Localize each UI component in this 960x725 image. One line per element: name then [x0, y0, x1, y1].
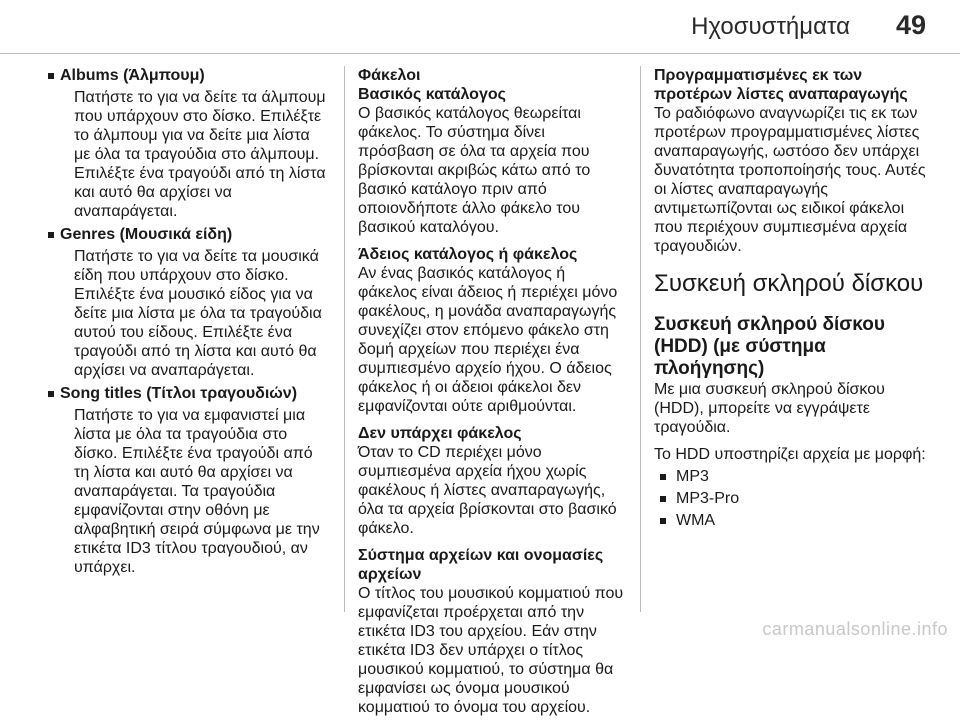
- formats-intro: Το HDD υποστηρίζει αρχεία με μορφή:: [654, 446, 926, 463]
- block-heading: Άδειος κατάλογος ή φάκελος: [358, 246, 578, 263]
- block-heading: Προγραμματισμένες εκ των προτέρων λίστες αναπαραγωγής: [654, 67, 908, 103]
- block-text: Ο βασικός κατάλογος θεωρείται φάκελος. Το σύστημα δίνει πρόσβαση σε όλα τα αρχεία που βρίσκονται ακριβώς κάτω από το βασικό κατάλογο πριν από οποιονδήποτε άλλο φάκελο του βασικού καταλόγου.: [358, 105, 591, 236]
- block-heading: Δεν υπάρχει φάκελος: [358, 425, 522, 442]
- text-block: [358, 85, 624, 237]
- header-title: Ηχοσυστήματα: [691, 13, 850, 40]
- column-3: [654, 66, 926, 532]
- item-body: Πατήστε το για να δείτε τα άλμπουμ που υπάρχουν στο δίσκο. Επιλέξτε το άλμπουμ για να δείτε μια λίστα με όλα τα τραγούδια στο άλμπουμ. Επιλέξτε ένα τραγούδι από τη λίστα και αυτό θα αρχίσει να αναπαράγεται.: [74, 89, 326, 220]
- page-number: 49: [895, 10, 926, 40]
- column-divider: [344, 66, 345, 612]
- column-2: [358, 66, 624, 725]
- block-text: Όταν το CD περιέχει μόνο συμπιεσμένα αρχεία ήχου χωρίς φακέλους ή λίστες αναπαραγωγής, όλα τα αρχεία βρίσκονται στο βασικό φάκελο.: [358, 444, 617, 537]
- list-item: [60, 225, 328, 380]
- item-body: Πατήστε το για να δείτε τα μουσικά είδη που υπάρχουν στο δίσκο. Επιλέξτε ένα μουσικό είδος για να δείτε μια λίστα με όλα τα τραγούδια αυτού του είδους. Επιλέξτε ένα τραγούδι από τη λίστα και αυτό θα αρχίσει να αναπαράγεται.: [74, 248, 322, 379]
- list-item: MP3: [654, 466, 926, 488]
- text-block: [358, 245, 624, 416]
- block-text: Ο τίτλος του μουσικού κομματιού που εμφανίζεται προέρχεται από την ετικέτα ID3 του αρχείου. Εάν στην ετικέτα ID3 δεν υπάρχει ο τίτλος μουσικού κομματιού, το σύστημα θα εμφανίσει ως όνομα μουσικού κομματιού το όνομα του αρχείου.: [358, 585, 624, 716]
- list-item: MP3-Pro: [654, 488, 926, 510]
- section-heading: Φάκελοι: [358, 67, 421, 84]
- watermark: carmanualsonline.info: [762, 619, 948, 639]
- item-body: Πατήστε το για να εμφανιστεί μια λίστα με όλα τα τραγούδια στο δίσκο. Επιλέξτε ένα τραγούδι από τη λίστα και αυτό θα αρχίσει να αναπαράγεται. Τα τραγούδια εμφανίζονται στην οθόνη με αλφαβητική σειρά σύμφωνα με την ετικέτα ID3 τίτλου τραγουδιού, αν υπάρχει.: [74, 407, 320, 576]
- list-item: [60, 384, 328, 577]
- block-heading: Βασικός κατάλογος: [358, 86, 506, 103]
- item-title: Genres (Μουσικά είδη): [60, 225, 328, 244]
- column-divider: [640, 66, 641, 612]
- column-1: [60, 66, 328, 581]
- block-text: Αν ένας βασικός κατάλογος ή φάκελος είναι άδειος ή περιέχει μόνο φακέλους, η μονάδα αναπαραγωγής συνεχίζει στον επόμενο φάκελο στη δομή αρχείων που περιέχει ένα συμπιεσμένο αρχείο ήχου. Ο άδειος φάκελος ή οι άδειοι φάκελοι δεν εμφανίζονται ούτε αριθμούνται.: [358, 265, 618, 415]
- block-text: Το ραδιόφωνο αναγνωρίζει τις εκ των προτέρων προγραμματισμένες λίστες αναπαραγωγής, ωστόσο δεν υπάρχει δυνατότητα τροποποίησής τους. Αυτές οι λίστες αναπαραγωγής αντιμετωπίζονται ως ειδικοί φάκελοι που περιέχουν συμπιεσμένα αρχεία τραγουδιών.: [654, 105, 926, 255]
- section-title: Συσκευή σκληρού δίσκου: [654, 270, 924, 297]
- text-block: [358, 546, 624, 717]
- subsection-heading: Συσκευή σκληρού δίσκου (HDD) (με σύστημα πλοήγησης): [654, 314, 885, 379]
- text-block: [358, 424, 624, 538]
- block-heading: Σύστημα αρχείων και ονομασίες αρχείων: [358, 547, 604, 583]
- text-block: [654, 66, 926, 256]
- formats-list: [654, 466, 926, 532]
- list-item: WMA: [654, 510, 926, 532]
- item-title: Song titles (Τίτλοι τραγουδιών): [60, 384, 328, 403]
- list-item: [60, 66, 328, 221]
- page-header: [0, 0, 960, 54]
- item-title: Albums (Άλμπουμ): [60, 66, 328, 85]
- block-text: Με μια συσκευή σκληρού δίσκου (HDD), μπορείτε να εγγράψετε τραγούδια.: [654, 381, 885, 436]
